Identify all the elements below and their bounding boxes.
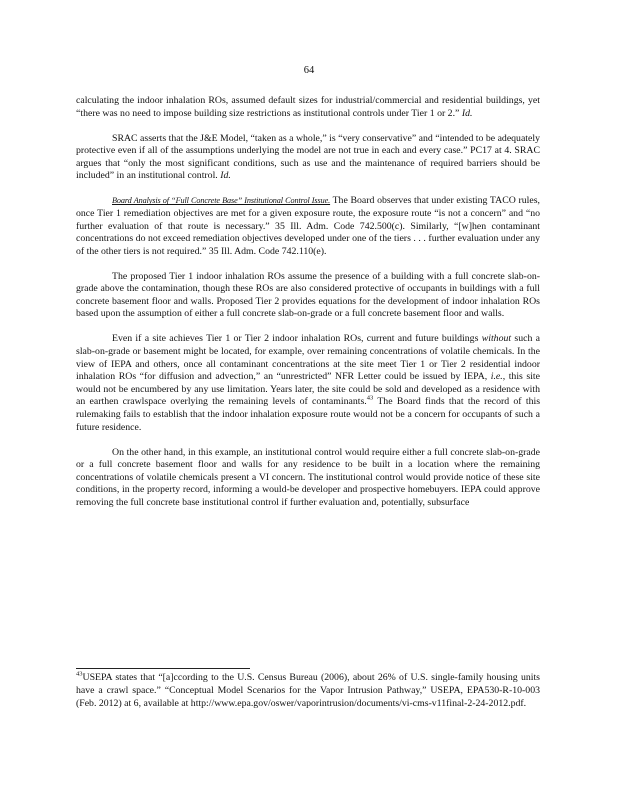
page-number: 64 xyxy=(303,65,315,76)
paragraph-2 xyxy=(76,133,540,183)
paragraph-3-text: The Board observes that under existing TACO rules, once Tier 1 remediation objectives are met for a given exposure route, the exposure route “is not a concern” and “no further evaluation of that route is necessary.” 35 Ill. Adm. Code 742.500(c). Similarly, “[w]hen contaminant concentrations do not exceed remediation objectives developed under one of the tiers . . . further evaluation under any of the other tiers is not required.” 35 Ill. Adm. Code 742.110(e). xyxy=(76,195,540,257)
footnote-text: USEPA states that “[a]ccording to the U.S. Census Bureau (2006), about 26% of U.S. single-family housing units have a crawl space.” “Conceptual Model Scenarios for the Vapor Intrusion Pathway,” USEPA, EPA530-R-10-003 (Feb. 2012) at 6, available at http://www.epa.gov/oswer/vaporintrusion/documents/vi-cms-v11final-2-24-2012.pdf. xyxy=(76,672,540,709)
body-text xyxy=(76,95,540,522)
footnote-reference: 43 xyxy=(366,395,374,403)
paragraph-5 xyxy=(76,333,540,434)
paragraph-4-text: The proposed Tier 1 indoor inhalation ROs assume the presence of a building with a full concrete slab-on-grade above the contamination, though these ROs are also considered protective of occupants in buildings with a full concrete basement floor and walls. Proposed Tier 2 provides equations for the development of indoor inhalation ROs based upon the assumption of either a full concrete slab-on-grade or a full concrete basement floor and walls. xyxy=(76,270,540,320)
paragraph-5-text-a: Even if a site achieves Tier 1 or Tier 2 indoor inhalation ROs, current and future buildings xyxy=(112,333,479,345)
paragraph-2-text: SRAC asserts that the J&E Model, “taken as a whole,” is “very conservative” and “intended to be adequately protective even if all of the assumptions underlying the model are not true in each and every case.” PC17 at 4. SRAC argues that “only the most significant conditions, such as use and the maintenance of required barriers should be included” in an institutional control. xyxy=(76,132,540,182)
footnote-marker: 43 xyxy=(76,670,83,678)
footnote xyxy=(76,672,540,710)
footnote-divider xyxy=(76,668,250,669)
citation-id: Id. xyxy=(220,170,231,182)
paragraph-5-text-c: , this site would not be encumbered by any use limitation. Years later, the site could be sold and developed as a residence with an earthen crawlspace overlying the remaining levels of contaminants. xyxy=(76,371,540,408)
paragraph-3 xyxy=(76,195,540,258)
paragraph-5-text-d: The Board finds that the record of this rulemaking fails to establish that the indoor inhalation exposure route would not be a concern for occupants of such a future residence. xyxy=(76,396,541,433)
paragraph-1 xyxy=(76,95,540,120)
paragraph-5-text-b: such a slab-on-grade or basement might be located, for example, over remaining concentrations of volatile chemicals. In the view of IEPA and others, once all contaminant concentrations at the site meet Tier 1 or Tier 2 residential indoor inhalation ROs “for diffusion and advection,” an “unrestricted” NFR Letter could be issued by IEPA, xyxy=(76,333,540,383)
paragraph-1-text: calculating the indoor inhalation ROs, assumed default sizes for industrial/commercial and residential buildings, yet “there was no need to impose building size restrictions as institutional controls under Tier 1 or 2.” xyxy=(76,95,540,119)
paragraph-6-text: On the other hand, in this example, an institutional control would require either a full concrete slab-on-grade or a full concrete basement floor and walls for any residence to be built in a location where the remaining concentrations of volatile chemicals present a VI concern. The institutional control would provide notice of these site conditions, in the property record, informing a would-be developer and prospective homebuyers. IEPA could approve removing the full concrete base institutional control if further evaluation and, potentially, subsurface xyxy=(76,446,540,508)
paragraph-6 xyxy=(76,447,540,510)
section-heading: Board Analysis of “Full Concrete Base” Institutional Control Issue. xyxy=(112,196,331,206)
citation-id: Id. xyxy=(461,107,473,119)
abbreviation-ie: i.e. xyxy=(490,371,503,383)
emphasis-without: without xyxy=(481,333,512,345)
paragraph-4 xyxy=(76,271,540,321)
